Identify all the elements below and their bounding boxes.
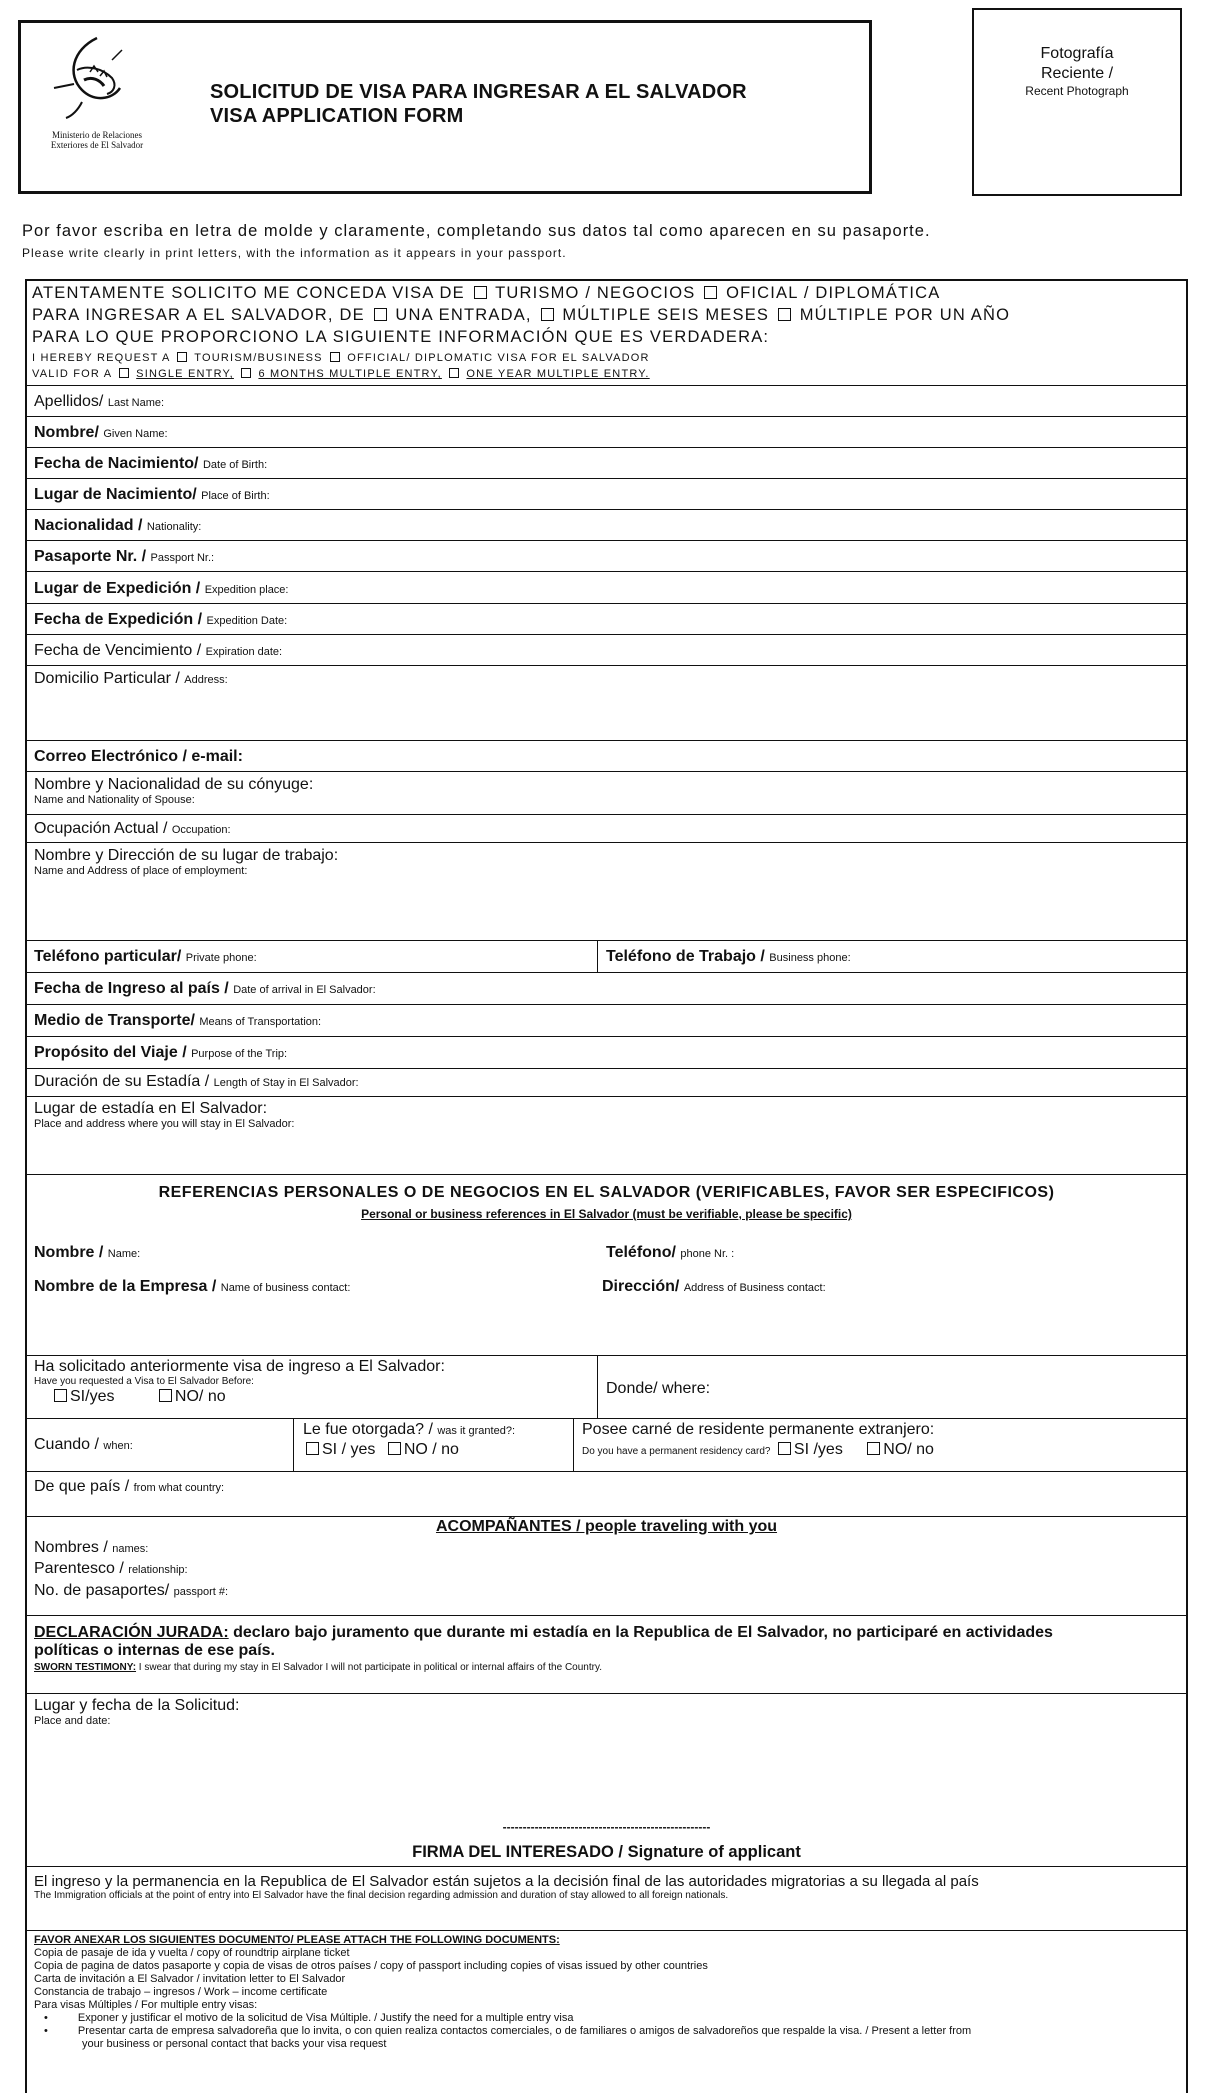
request-line-3: PARA LO QUE PROPORCIONO LA SIGUIENTE INFORMACIÓN QUE ES VERDADERA:: [32, 328, 770, 346]
six-months-label: MÚLTIPLE SEIS MESES: [562, 306, 770, 324]
attachment-item: Constancia de trabajo – ingresos / Work – income certificate: [34, 1986, 328, 1998]
companions-title: ACOMPAÑANTES / people traveling with you: [435, 1518, 778, 1535]
companion-passport-label-en: passport #:: [173, 1586, 229, 1598]
logo-caption-line-1: Ministerio de Relaciones: [52, 130, 142, 140]
residency-yes-label: SI /yes: [793, 1441, 843, 1458]
employer-label-en: Name and Address of place of employment:: [34, 865, 248, 877]
spouse-field[interactable]: [34, 776, 313, 806]
pob-field[interactable]: [34, 486, 270, 504]
tourism-business-label-en: TOURISM/BUSINESS: [194, 352, 323, 364]
occupation-label: Ocupación Actual /: [34, 820, 168, 837]
official-diplomatic-label-en: OFFICIAL/ DIPLOMATIC VISA FOR EL SALVADOR: [347, 352, 650, 364]
official-diplomatic-checkbox[interactable]: [704, 286, 717, 299]
email-field[interactable]: [34, 748, 243, 766]
business-phone-field[interactable]: [606, 948, 851, 966]
passport-label-en: Passport Nr.:: [150, 552, 215, 564]
six-months-checkbox-en[interactable]: [241, 368, 251, 378]
when-label: Cuando /: [34, 1436, 99, 1453]
ref-name-label-en: Name:: [107, 1248, 141, 1260]
declaration-block: [34, 1624, 1053, 1673]
email-label: Correo Electrónico / e-mail:: [34, 748, 243, 765]
passport-label: Pasaporte Nr. /: [34, 548, 147, 565]
given-name-label-en: Given Name:: [103, 428, 168, 440]
declaration-text-2: políticas o internas de ese país.: [34, 1642, 275, 1659]
business-phone-label: Teléfono de Trabajo /: [606, 948, 765, 965]
expiration-date-label: Fecha de Vencimiento /: [34, 642, 202, 659]
previous-no-checkbox[interactable]: [159, 1389, 172, 1402]
photo-label-1: Fotografía: [1040, 45, 1114, 62]
attachment-bullet-1: Exponer y justificar el motivo de la solicitud de Visa Múltiple. / Justify the need for a multiple entry visa: [77, 2012, 574, 2024]
immigration-notice: [34, 1873, 979, 1901]
photo-placeholder: [972, 8, 1182, 196]
residency-no-label: NO/ no: [883, 1441, 934, 1458]
address-label: Domicilio Particular /: [34, 670, 180, 687]
immigration-notice-es: El ingreso y la permanencia en la Republica de El Salvador están sujetos a la decisión final de las autoridades migratorias a su llegada al país: [34, 1873, 979, 1890]
declaration-title: DECLARACIÓN JURADA:: [34, 1624, 229, 1641]
ref-company-field[interactable]: [34, 1278, 350, 1296]
purpose-label-en: Purpose of the Trip:: [191, 1048, 288, 1060]
signature-line: ----------------------------------------------------: [502, 1820, 711, 1834]
last-name-field[interactable]: [34, 393, 164, 411]
residency-label: Posee carné de residente permanente extranjero:: [582, 1421, 935, 1438]
employer-label: Nombre y Dirección de su lugar de trabajo:: [34, 847, 339, 864]
address-field[interactable]: [34, 670, 228, 688]
tourism-business-checkbox-en[interactable]: [177, 352, 187, 362]
references-subtitle: Personal or business references in El Salvador (must be verifiable, please be specific): [361, 1207, 852, 1221]
photo-label-2: Reciente /: [1040, 65, 1114, 82]
stay-length-field[interactable]: [34, 1073, 359, 1091]
ref-name-label: Nombre /: [34, 1244, 104, 1261]
given-name-field[interactable]: [34, 424, 168, 442]
attachment-bullet-2: Presentar carta de empresa salvadoreña que lo invita, o con quien realiza contactos comerciales, o de familiares o amigos de salvadoreños que respalde la visa. / Present a letter from: [77, 2025, 972, 2037]
single-entry-label: UNA ENTRADA,: [395, 306, 532, 324]
country-field[interactable]: [34, 1478, 224, 1496]
transport-field[interactable]: [34, 1012, 321, 1030]
immigration-notice-en: The Immigration officials at the point of entry into El Salvador have the final decision regarding admission and duration of stay allowed to all foreign nationals.: [34, 1890, 729, 1901]
companion-names-label: Nombres /: [34, 1539, 108, 1556]
instructions-es: Por favor escriba en letra de molde y claramente, completando sus datos tal como aparecen en su pasaporte.: [22, 222, 931, 240]
previous-no-label: NO/ no: [174, 1388, 226, 1405]
declaration-text-1: declaro bajo juramento que durante mi estadía en la Republica de El Salvador, no participaré en actividades: [228, 1624, 1053, 1641]
attachment-bullet-2-cont: your business or personal contact that backs your visa request: [82, 2038, 387, 2050]
one-year-label: MÚLTIPLE POR UN AÑO: [799, 306, 1011, 324]
residency-no-checkbox[interactable]: [867, 1442, 880, 1455]
dob-label: Fecha de Nacimiento/: [34, 455, 199, 472]
ref-address-label: Dirección/: [602, 1278, 680, 1295]
previous-yes-checkbox[interactable]: [54, 1389, 67, 1402]
form-title-en: VISA APPLICATION FORM: [210, 105, 464, 127]
residency-yes-checkbox[interactable]: [778, 1442, 791, 1455]
spouse-label-en: Name and Nationality of Spouse:: [34, 794, 195, 806]
companion-passport-field[interactable]: [34, 1582, 228, 1600]
previous-visa-label-en: Have you requested a Visa to El Salvador Before:: [34, 1376, 254, 1387]
attachment-item: Copia de pagina de datos pasaporte y copia de visas de otros países / copy of passport including copies of visas issued by other countries: [34, 1960, 708, 1972]
nationality-label-en: Nationality:: [146, 521, 202, 533]
companion-names-field[interactable]: [34, 1539, 148, 1557]
nationality-field[interactable]: [34, 517, 201, 535]
request-en-line-2: VALID FOR A: [32, 368, 112, 380]
pob-label-en: Place of Birth:: [201, 490, 270, 502]
private-phone-label-en: Private phone:: [185, 952, 257, 964]
private-phone-field[interactable]: [34, 948, 257, 966]
ref-address-field[interactable]: [602, 1278, 826, 1296]
expedition-date-label: Fecha de Expedición /: [34, 611, 203, 628]
request-line-1: ATENTAMENTE SOLICITO ME CONCEDA VISA DE: [32, 284, 465, 302]
granted-no-label: NO / no: [403, 1441, 459, 1458]
where-label: Donde/ where:: [606, 1380, 711, 1397]
granted-label-en: was it granted?:: [437, 1425, 515, 1437]
previous-yes-label: SI/yes: [70, 1388, 115, 1405]
arrival-date-field[interactable]: [34, 980, 376, 998]
expedition-place-label-en: Expedition place:: [204, 584, 289, 596]
ref-address-label-en: Address of Business contact:: [683, 1282, 826, 1294]
ref-phone-label-en: phone Nr. :: [680, 1248, 735, 1260]
country-label: De que país /: [34, 1478, 130, 1495]
sworn-testimony-text: I swear that during my stay in El Salvador I will not participate in political or internal affairs of the Country.: [136, 1662, 602, 1673]
dob-field[interactable]: [34, 455, 267, 473]
passport-field[interactable]: [34, 548, 214, 566]
companion-passport-label: No. de pasaportes/: [34, 1582, 170, 1599]
companion-relationship-label: Parentesco /: [34, 1560, 124, 1577]
address-label-en: Address:: [184, 674, 228, 686]
business-phone-label-en: Business phone:: [769, 952, 851, 964]
official-diplomatic-checkbox-en[interactable]: [330, 352, 340, 362]
occupation-label-en: Occupation:: [171, 824, 231, 836]
ref-phone-field[interactable]: [606, 1244, 734, 1262]
when-label-en: when:: [103, 1440, 133, 1452]
ref-company-label-en: Name of business contact:: [220, 1282, 351, 1294]
tourism-business-label: TURISMO / NEGOCIOS: [495, 284, 696, 302]
country-label-en: from what country:: [133, 1482, 225, 1494]
request-en-line-1: I HEREBY REQUEST A: [32, 352, 170, 364]
granted-yes-label: SI / yes: [322, 1441, 376, 1458]
expedition-date-label-en: Expedition Date:: [206, 615, 288, 627]
bullet-icon: •: [44, 2025, 48, 2037]
stay-place-label-en: Place and address where you will stay in El Salvador:: [34, 1118, 295, 1130]
dob-label-en: Date of Birth:: [202, 459, 268, 471]
attachment-item: Copia de pasaje de ida y vuelta / copy of roundtrip airplane ticket: [34, 1947, 350, 1959]
one-year-checkbox[interactable]: [778, 308, 791, 321]
expiration-date-field[interactable]: [34, 642, 282, 660]
where-field[interactable]: [606, 1380, 710, 1398]
residency-label-en: Do you have a permanent residency card?: [582, 1446, 771, 1457]
tourism-business-checkbox[interactable]: [474, 286, 487, 299]
sworn-testimony-title: SWORN TESTIMONY:: [34, 1662, 137, 1673]
place-date-label: Lugar y fecha de la Solicitud:: [34, 1697, 240, 1714]
companion-relationship-label-en: relationship:: [128, 1564, 188, 1576]
expedition-date-field[interactable]: [34, 611, 287, 629]
bullet-icon: •: [44, 2012, 48, 2024]
ref-phone-label: Teléfono/: [606, 1244, 676, 1261]
photo-label-3: Recent Photograph: [1025, 84, 1129, 98]
references-title: REFERENCIAS PERSONALES O DE NEGOCIOS EN EL SALVADOR (VERIFICABLES, FAVOR SER ESPECIFICOS): [158, 1184, 1055, 1201]
expiration-date-label-en: Expiration date:: [205, 646, 283, 658]
private-phone-label: Teléfono particular/: [34, 948, 182, 965]
previous-visa-label: Ha solicitado anteriormente visa de ingreso a El Salvador:: [34, 1358, 445, 1375]
official-diplomatic-label: OFICIAL / DIPLOMÁTICA: [726, 284, 941, 302]
employer-field[interactable]: [34, 847, 338, 877]
transport-label: Medio de Transporte/: [34, 1012, 195, 1029]
given-name-label: Nombre/: [34, 424, 99, 441]
expedition-place-label: Lugar de Expedición /: [34, 580, 201, 597]
spouse-label: Nombre y Nacionalidad de su cónyuge:: [34, 776, 314, 793]
stay-length-label: Duración de su Estadía /: [34, 1073, 210, 1090]
attachment-item: Para visas Múltiples / For multiple entry visas:: [34, 1999, 258, 2011]
attachments-title: FAVOR ANEXAR LOS SIGUIENTES DOCUMENTO/ PLEASE ATTACH THE FOLLOWING DOCUMENTS:: [34, 1934, 560, 1946]
expedition-place-field[interactable]: [34, 580, 288, 598]
arrival-date-label: Fecha de Ingreso al país /: [34, 980, 229, 997]
attachments-block: [34, 1934, 971, 2051]
signature-label: FIRMA DEL INTERESADO / Signature of applicant: [412, 1843, 801, 1861]
purpose-field[interactable]: [34, 1044, 287, 1062]
single-entry-checkbox[interactable]: [374, 308, 387, 321]
ref-name-field[interactable]: [34, 1244, 140, 1262]
last-name-label-en: Last Name:: [107, 397, 165, 409]
arrival-date-label-en: Date of arrival in El Salvador:: [233, 984, 376, 996]
stay-length-label-en: Length of Stay in El Salvador:: [213, 1077, 359, 1089]
stay-place-label: Lugar de estadía en El Salvador:: [34, 1100, 268, 1117]
form-title-es: SOLICITUD DE VISA PARA INGRESAR A EL SALVADOR: [210, 81, 747, 103]
granted-yes-checkbox[interactable]: [306, 1442, 319, 1455]
granted-label: Le fue otorgada? /: [303, 1421, 433, 1438]
place-date-label-en: Place and date:: [34, 1715, 111, 1727]
six-months-label-en: 6 MONTHS MULTIPLE ENTRY,: [258, 368, 442, 380]
nationality-label: Nacionalidad /: [34, 517, 143, 534]
companion-relationship-field[interactable]: [34, 1560, 188, 1578]
ministry-emblem-icon: [42, 30, 152, 125]
when-field[interactable]: [34, 1436, 133, 1454]
residency-field: [582, 1421, 934, 1459]
ref-company-label: Nombre de la Empresa /: [34, 1278, 217, 1295]
granted-field: [303, 1421, 515, 1459]
pob-label: Lugar de Nacimiento/: [34, 486, 197, 503]
transport-label-en: Means of Transportation:: [199, 1016, 322, 1028]
six-months-checkbox[interactable]: [541, 308, 554, 321]
granted-no-checkbox[interactable]: [388, 1442, 401, 1455]
stay-place-field[interactable]: [34, 1100, 294, 1130]
one-year-label-en: ONE YEAR MULTIPLE ENTRY.: [466, 368, 650, 380]
ministry-logo: [22, 30, 172, 155]
attachment-item: Carta de invitación a El Salvador / invitation letter to El Salvador: [34, 1973, 346, 1985]
companion-names-label-en: names:: [112, 1543, 149, 1555]
request-line-2: PARA INGRESAR A EL SALVADOR, DE: [32, 306, 365, 324]
purpose-label: Propósito del Viaje /: [34, 1044, 187, 1061]
single-entry-checkbox-en[interactable]: [119, 368, 129, 378]
last-name-label: Apellidos/: [34, 393, 104, 410]
occupation-field[interactable]: [34, 820, 231, 838]
one-year-checkbox-en[interactable]: [449, 368, 459, 378]
single-entry-label-en: SINGLE ENTRY,: [136, 368, 234, 380]
instructions-en: Please write clearly in print letters, with the information as it appears in your passport.: [22, 246, 567, 260]
place-date-field[interactable]: [34, 1697, 239, 1727]
logo-caption-line-2: Exteriores de El Salvador: [50, 140, 144, 150]
previous-visa-question: [34, 1358, 445, 1406]
